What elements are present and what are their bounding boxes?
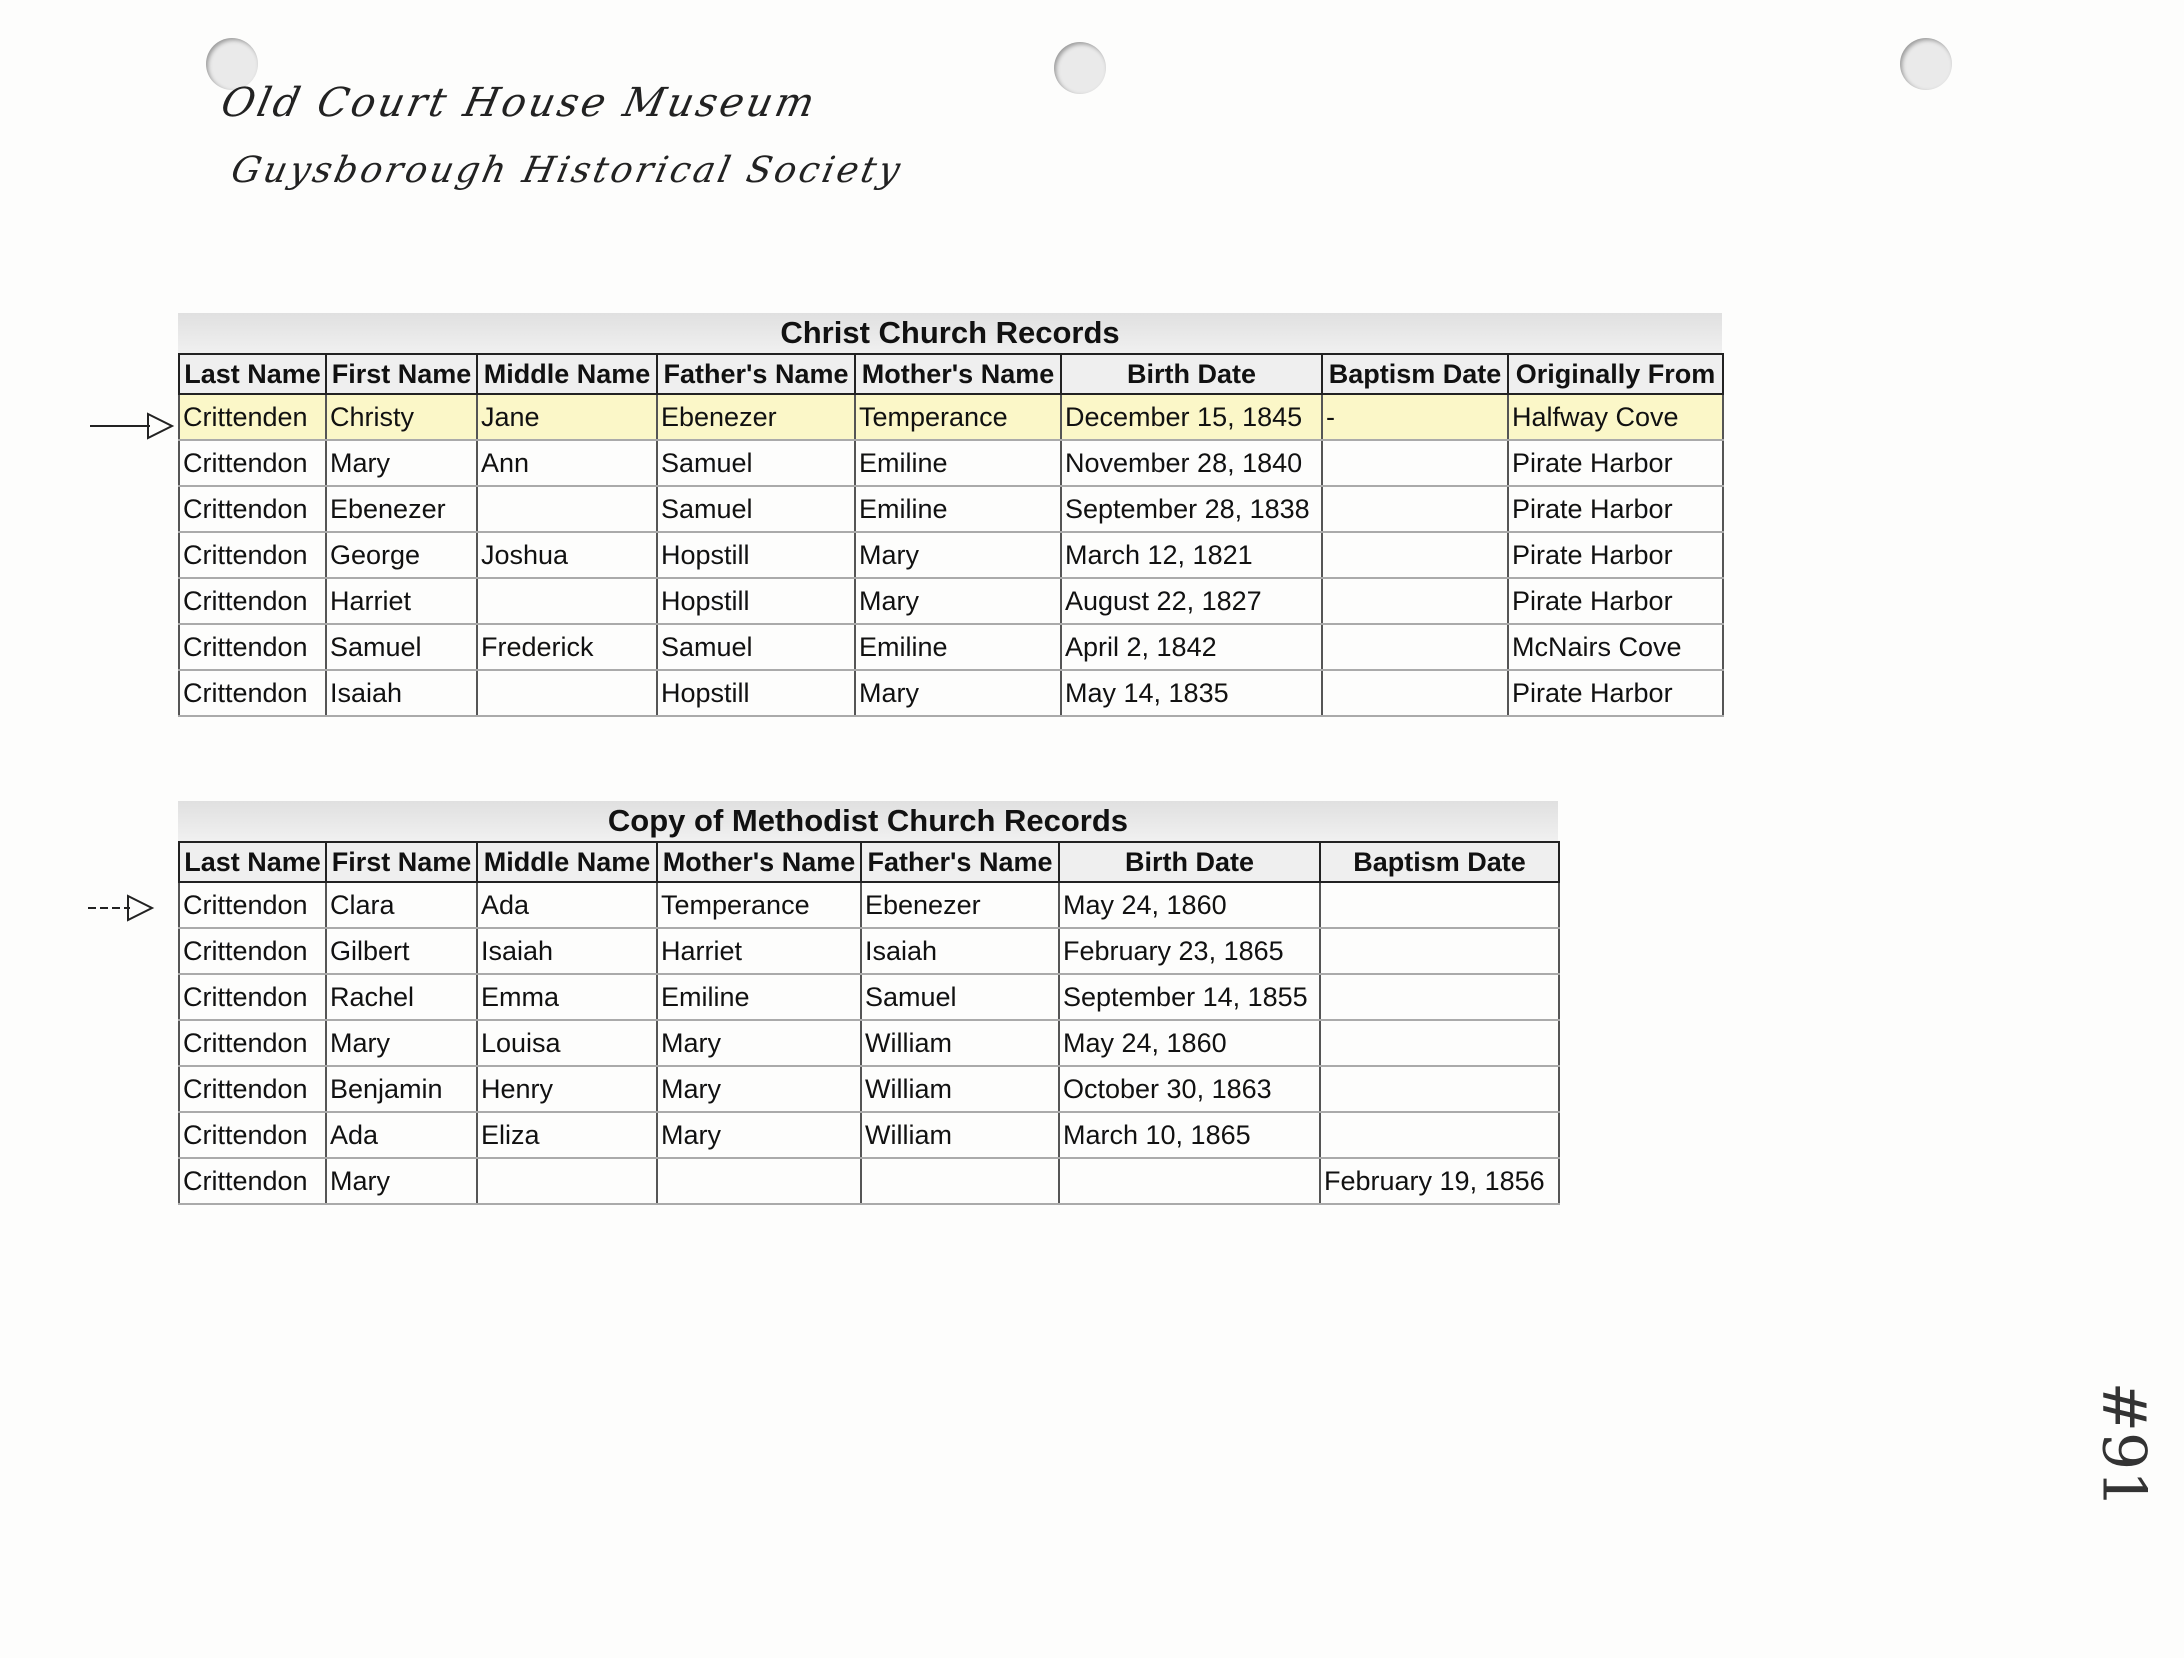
christ-church-title: Christ Church Records (780, 315, 1120, 350)
table-row (179, 440, 1723, 486)
table-cell: Jane (477, 394, 657, 440)
table-cell: August 22, 1827 (1061, 578, 1322, 624)
table-row (179, 394, 1723, 440)
table-cell (1320, 1020, 1559, 1066)
table-cell: Mary (326, 1020, 477, 1066)
handwritten-museum-note: Old Court House Museum (217, 80, 822, 126)
methodist-church-title: Copy of Methodist Church Records (607, 803, 1129, 838)
table-cell: Halfway Cove (1508, 394, 1723, 440)
table-cell: William (861, 1112, 1059, 1158)
table-cell: Isaiah (861, 928, 1059, 974)
table-row (179, 882, 1559, 928)
table-row (179, 974, 1559, 1020)
col-middle-name: Middle Name (477, 354, 657, 394)
table-cell: Mary (855, 532, 1061, 578)
table-cell (861, 1158, 1059, 1204)
table-row (179, 624, 1723, 670)
table-cell: Mary (855, 670, 1061, 716)
table-cell: Benjamin (326, 1066, 477, 1112)
table-cell (477, 1158, 657, 1204)
col-birth-date: Birth Date (1061, 354, 1322, 394)
table-cell: Temperance (855, 394, 1061, 440)
table-cell: May 24, 1860 (1059, 1020, 1320, 1066)
table-cell: Crittendon (179, 1066, 326, 1112)
table-cell (1322, 624, 1508, 670)
table-cell: April 2, 1842 (1061, 624, 1322, 670)
table-cell (1320, 1112, 1559, 1158)
table-cell: Crittendon (179, 624, 326, 670)
table-cell: Harriet (326, 578, 477, 624)
table-cell: Crittendon (179, 974, 326, 1020)
punch-hole-center (1054, 42, 1106, 94)
methodist-church-table (178, 841, 1560, 1205)
table-cell: Crittendon (179, 928, 326, 974)
table-cell: Joshua (477, 532, 657, 578)
table-cell: Samuel (657, 440, 855, 486)
table-cell: William (861, 1066, 1059, 1112)
table-row (179, 1020, 1559, 1066)
col-originally-from: Originally From (1508, 354, 1723, 394)
table-cell: Ann (477, 440, 657, 486)
table-cell (477, 486, 657, 532)
punch-hole-right (1900, 38, 1952, 90)
table-cell: Hopstill (657, 578, 855, 624)
table-cell: Ebenezer (861, 882, 1059, 928)
table-cell: Harriet (657, 928, 861, 974)
table-cell: Mary (855, 578, 1061, 624)
table-row (179, 1112, 1559, 1158)
table-cell: Gilbert (326, 928, 477, 974)
table-cell: Ada (326, 1112, 477, 1158)
table-row (179, 532, 1723, 578)
table-cell: Hopstill (657, 532, 855, 578)
table-cell: Crittendon (179, 578, 326, 624)
table-cell (1322, 670, 1508, 716)
table-cell (1059, 1158, 1320, 1204)
table-cell: May 24, 1860 (1059, 882, 1320, 928)
table-row (179, 670, 1723, 716)
table-cell (1322, 440, 1508, 486)
table-cell (477, 670, 657, 716)
col-fathers-name: Father's Name (861, 842, 1059, 882)
table-cell: Frederick (477, 624, 657, 670)
table-cell: Crittendon (179, 882, 326, 928)
col-fathers-name: Father's Name (657, 354, 855, 394)
table-row (179, 1066, 1559, 1112)
table-cell: Samuel (861, 974, 1059, 1020)
col-last-name: Last Name (179, 842, 326, 882)
table-cell (1320, 882, 1559, 928)
table-cell: Crittendon (179, 1158, 326, 1204)
col-last-name: Last Name (179, 354, 326, 394)
table-cell: Pirate Harbor (1508, 440, 1723, 486)
table-cell: February 19, 1856 (1320, 1158, 1559, 1204)
table-cell: Pirate Harbor (1508, 670, 1723, 716)
table-cell: Mary (657, 1020, 861, 1066)
table-cell: Crittenden (179, 394, 326, 440)
table-cell (1322, 486, 1508, 532)
table-cell: Mary (657, 1066, 861, 1112)
col-middle-name: Middle Name (477, 842, 657, 882)
table-cell: Ada (477, 882, 657, 928)
table-cell: Samuel (657, 624, 855, 670)
table-cell: Crittendon (179, 440, 326, 486)
table-cell: Mary (326, 1158, 477, 1204)
table-cell: November 28, 1840 (1061, 440, 1322, 486)
table-row (179, 486, 1723, 532)
arrow-marker-clara (86, 892, 166, 922)
col-baptism-date: Baptism Date (1320, 842, 1559, 882)
table-cell: October 30, 1863 (1059, 1066, 1320, 1112)
table-cell: Samuel (657, 486, 855, 532)
table-cell: Samuel (326, 624, 477, 670)
table-cell: Isaiah (477, 928, 657, 974)
table-row (179, 928, 1559, 974)
table-cell: March 10, 1865 (1059, 1112, 1320, 1158)
table-cell: Ebenezer (657, 394, 855, 440)
table-cell (1322, 532, 1508, 578)
table-cell: Emiline (855, 440, 1061, 486)
table-cell: February 23, 1865 (1059, 928, 1320, 974)
table-cell: September 14, 1855 (1059, 974, 1320, 1020)
table-cell: May 14, 1835 (1061, 670, 1322, 716)
table-cell: Clara (326, 882, 477, 928)
table-cell: Crittendon (179, 486, 326, 532)
handwritten-page-number: #91 (2088, 1381, 2159, 1509)
table-cell (1320, 974, 1559, 1020)
table-row (179, 1158, 1559, 1204)
table-cell: Crittendon (179, 1020, 326, 1066)
table-cell: Crittendon (179, 670, 326, 716)
table-cell (477, 578, 657, 624)
table-cell: Mary (657, 1112, 861, 1158)
col-first-name: First Name (326, 842, 477, 882)
table-cell: George (326, 532, 477, 578)
table-cell: Emma (477, 974, 657, 1020)
table-cell: Pirate Harbor (1508, 578, 1723, 624)
christ-church-table (178, 353, 1724, 717)
table-cell: Pirate Harbor (1508, 532, 1723, 578)
table-cell: Emiline (855, 624, 1061, 670)
table-cell: Crittendon (179, 532, 326, 578)
table-cell: William (861, 1020, 1059, 1066)
table-cell (1322, 578, 1508, 624)
arrow-marker-christy (88, 410, 178, 440)
table-cell: March 12, 1821 (1061, 532, 1322, 578)
table-cell (657, 1158, 861, 1204)
col-first-name: First Name (326, 354, 477, 394)
table-cell: Pirate Harbor (1508, 486, 1723, 532)
table-cell: December 15, 1845 (1061, 394, 1322, 440)
table-cell: Temperance (657, 882, 861, 928)
table-cell (1320, 1066, 1559, 1112)
methodist-header-row (179, 842, 1559, 882)
col-birth-date: Birth Date (1059, 842, 1320, 882)
table-cell: Emiline (855, 486, 1061, 532)
table-cell: September 28, 1838 (1061, 486, 1322, 532)
table-cell: McNairs Cove (1508, 624, 1723, 670)
table-row (179, 578, 1723, 624)
table-cell: Mary (326, 440, 477, 486)
col-baptism-date: Baptism Date (1322, 354, 1508, 394)
table-cell: Eliza (477, 1112, 657, 1158)
table-cell (1320, 928, 1559, 974)
table-cell: Emiline (657, 974, 861, 1020)
col-mothers-name: Mother's Name (657, 842, 861, 882)
table-cell: Crittendon (179, 1112, 326, 1158)
table-cell: Henry (477, 1066, 657, 1112)
table-cell: Isaiah (326, 670, 477, 716)
col-mothers-name: Mother's Name (855, 354, 1061, 394)
table-cell: Louisa (477, 1020, 657, 1066)
christ-church-header-row (179, 354, 1723, 394)
table-cell: - (1322, 394, 1508, 440)
handwritten-society-note: Guysborough Historical Society (227, 150, 907, 191)
table-cell: Hopstill (657, 670, 855, 716)
table-cell: Christy (326, 394, 477, 440)
table-cell: Ebenezer (326, 486, 477, 532)
table-cell: Rachel (326, 974, 477, 1020)
